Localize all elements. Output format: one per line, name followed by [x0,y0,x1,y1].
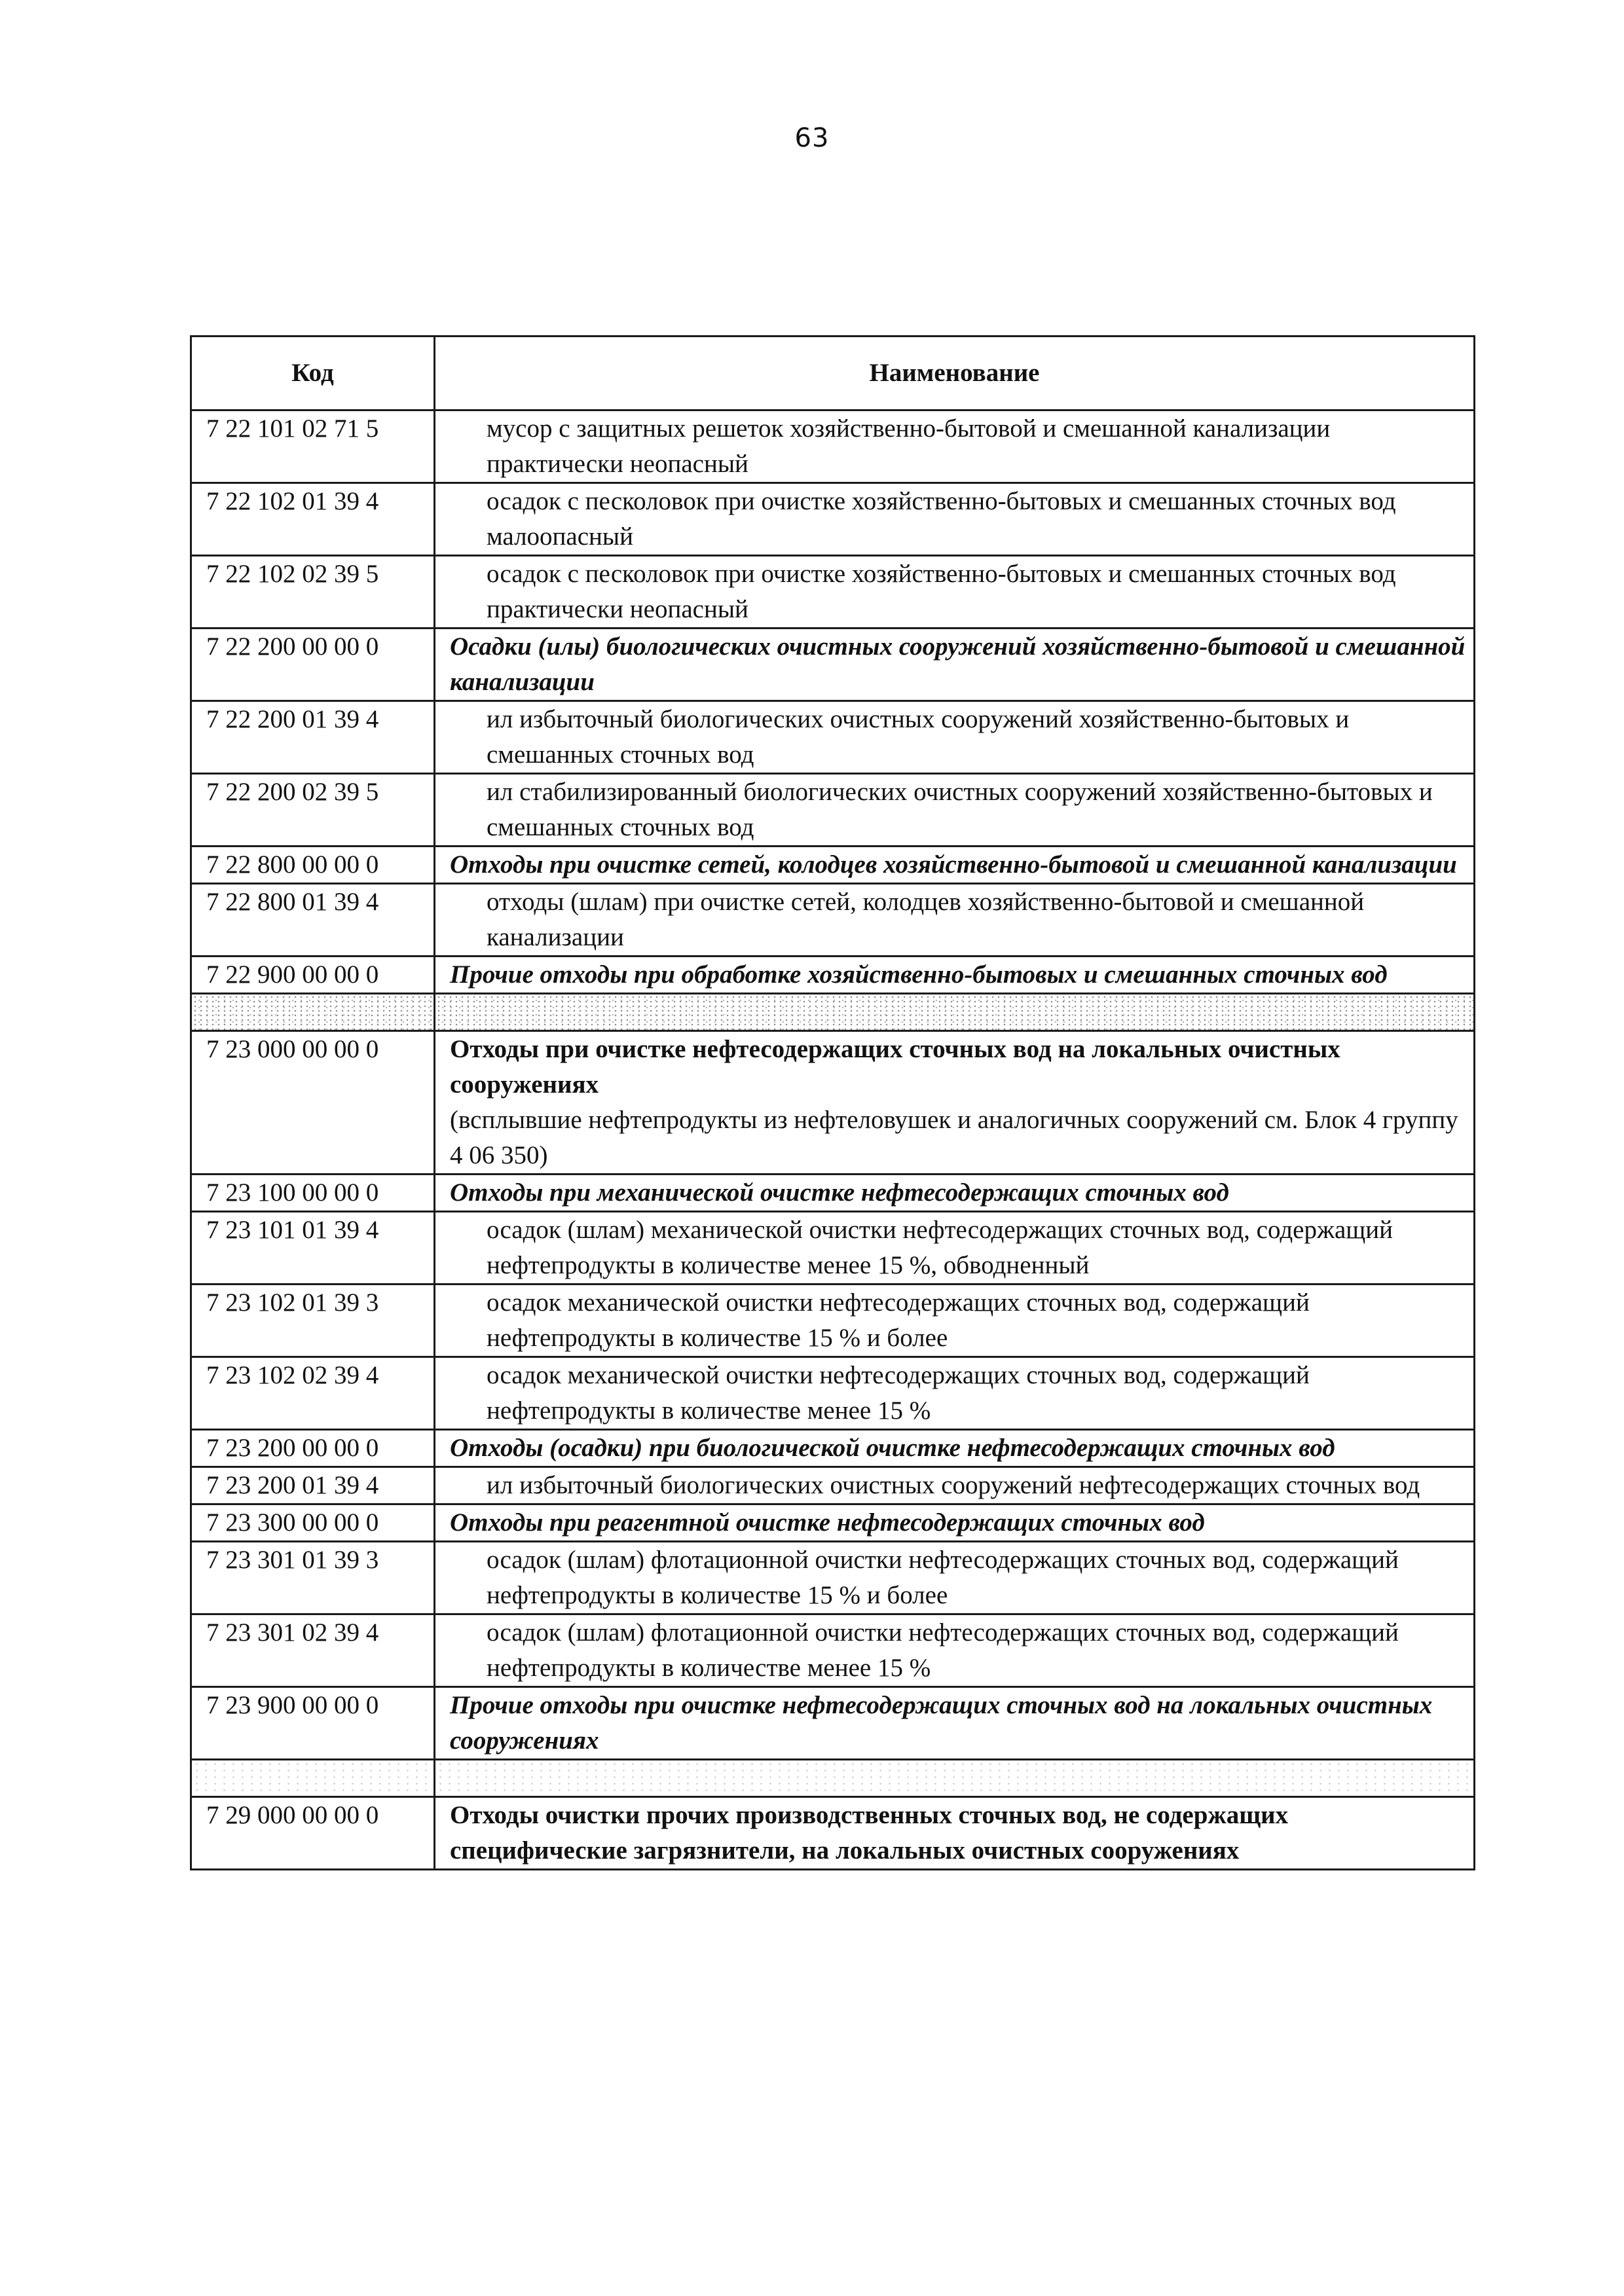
table-row-section [191,1797,1475,1870]
row-name: Отходы при очистке сетей, колодцев хозяйственно-бытовой и смешанной канализации [435,847,1475,884]
table-row-group [191,1175,1475,1212]
table-row-group [191,629,1475,701]
row-code: 7 22 101 02 71 5 [191,410,435,483]
row-code: 7 22 102 01 39 4 [191,483,435,556]
row-code: 7 22 800 00 00 0 [191,847,435,884]
row-code: 7 23 301 02 39 4 [191,1614,435,1687]
table-row [191,1542,1475,1614]
row-code: 7 23 102 02 39 4 [191,1357,435,1430]
row-name: Отходы (осадки) при биологической очистке нефтесодержащих сточных вод [435,1430,1475,1467]
spacer-cell [435,1760,1475,1797]
section-title: Отходы очистки прочих производственных сточных вод, не содержащих специфические загрязнители, на локальных очистных сооружениях [450,1801,1289,1865]
row-name: осадок с песколовок при очистке хозяйственно-бытовых и смешанных сточных вод малоопасный [435,483,1475,556]
row-code: 7 23 101 01 39 4 [191,1212,435,1285]
table-row [191,774,1475,847]
row-name: осадок (шлам) флотационной очистки нефтесодержащих сточных вод, содержащий нефтепродукты в количестве менее 15 % [435,1614,1475,1687]
row-code: 7 22 102 02 39 5 [191,556,435,629]
spacer-cell [435,994,1475,1031]
row-name: Отходы при механической очистке нефтесодержащих сточных вод [435,1175,1475,1212]
table-row [191,1357,1475,1430]
table-row-group [191,957,1475,994]
row-name: Осадки (илы) биологических очистных сооружений хозяйственно-бытовой и смешанной канализации [435,629,1475,701]
table-row [191,884,1475,957]
table-row [191,1614,1475,1687]
header-code: Код [191,337,435,410]
row-code: 7 23 102 01 39 3 [191,1285,435,1357]
waste-classification-table [190,335,1475,1870]
row-name: отходы (шлам) при очистке сетей, колодцев хозяйственно-бытовой и смешанной канализации [435,884,1475,957]
row-name: осадок (шлам) механической очистки нефтесодержащих сточных вод, содержащий нефтепродукты в количестве менее 15 %, обводненный [435,1212,1475,1285]
table-row [191,483,1475,556]
table-spacer-row [191,994,1475,1031]
row-code: 7 22 800 01 39 4 [191,884,435,957]
row-name [435,1797,1475,1870]
header-name: Наименование [435,337,1475,410]
row-name: ил избыточный биологических очистных сооружений нефтесодержащих сточных вод [435,1467,1475,1504]
row-code: 7 23 000 00 00 0 [191,1031,435,1175]
table-row [191,701,1475,774]
spacer-cell [191,1760,435,1797]
row-code: 7 23 100 00 00 0 [191,1175,435,1212]
row-name: осадок (шлам) флотационной очистки нефтесодержащих сточных вод, содержащий нефтепродукты в количестве 15 % и более [435,1542,1475,1614]
table-row [191,410,1475,483]
table-row-group [191,847,1475,884]
table-row-group [191,1430,1475,1467]
page-number: 63 [794,123,830,153]
row-name: Прочие отходы при обработке хозяйственно-бытовых и смешанных сточных вод [435,957,1475,994]
row-name: осадок с песколовок при очистке хозяйственно-бытовых и смешанных сточных вод практически неопасный [435,556,1475,629]
table-row [191,556,1475,629]
row-code: 7 22 200 01 39 4 [191,701,435,774]
row-name: Прочие отходы при очистке нефтесодержащих сточных вод на локальных очистных сооружениях [435,1687,1475,1760]
row-code: 7 22 900 00 00 0 [191,957,435,994]
table-row [191,1285,1475,1357]
row-name: Отходы при реагентной очистке нефтесодержащих сточных вод [435,1504,1475,1542]
row-name: осадок механической очистки нефтесодержащих сточных вод, содержащий нефтепродукты в количестве 15 % и более [435,1285,1475,1357]
row-code: 7 23 200 00 00 0 [191,1430,435,1467]
row-name [435,1031,1475,1175]
row-name: осадок механической очистки нефтесодержащих сточных вод, содержащий нефтепродукты в количестве менее 15 % [435,1357,1475,1430]
row-name: мусор с защитных решеток хозяйственно-бытовой и смешанной канализации практически неопасный [435,410,1475,483]
table-row-group [191,1504,1475,1542]
table-row [191,1467,1475,1504]
row-code: 7 23 200 01 39 4 [191,1467,435,1504]
row-code: 7 22 200 02 39 5 [191,774,435,847]
row-name: ил стабилизированный биологических очистных сооружений хозяйственно-бытовых и смешанных сточных вод [435,774,1475,847]
table-row-section [191,1031,1475,1175]
spacer-cell [191,994,435,1031]
table-header-row [191,337,1475,410]
table-spacer-row [191,1760,1475,1797]
row-name: ил избыточный биологических очистных сооружений хозяйственно-бытовых и смешанных сточных вод [435,701,1475,774]
row-code: 7 23 301 01 39 3 [191,1542,435,1614]
table-row [191,1212,1475,1285]
section-note: (всплывшие нефтепродукты из нефтеловушек и аналогичных сооружений см. Блок 4 группу 4 06 350) [450,1106,1458,1169]
row-code: 7 29 000 00 00 0 [191,1797,435,1870]
row-code: 7 23 300 00 00 0 [191,1504,435,1542]
row-code: 7 22 200 00 00 0 [191,629,435,701]
section-title: Отходы при очистке нефтесодержащих сточных вод на локальных очистных сооружениях [450,1035,1340,1099]
table-row-group [191,1687,1475,1760]
row-code: 7 23 900 00 00 0 [191,1687,435,1760]
